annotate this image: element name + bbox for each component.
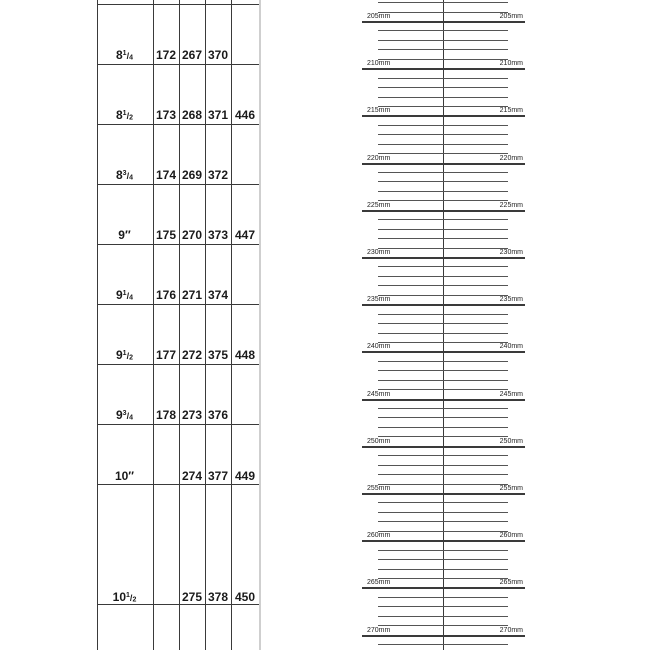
ruler-minor-tick xyxy=(378,417,508,418)
us-size-label xyxy=(97,108,152,123)
size-value-cell: 446 xyxy=(234,108,256,122)
ruler-minor-tick xyxy=(378,106,508,107)
chart-column-rule xyxy=(97,0,98,650)
mm-label-left: 270mm xyxy=(367,627,391,634)
ruler-major-tick xyxy=(362,210,525,212)
mm-label-right: 245mm xyxy=(499,391,523,398)
ruler-minor-tick xyxy=(378,125,508,126)
mm-label-right: 255mm xyxy=(499,485,523,492)
ruler-minor-tick xyxy=(378,389,508,390)
ruler-minor-tick xyxy=(378,2,508,3)
ruler-minor-tick xyxy=(378,625,508,626)
size-fraction-numerator: 1 xyxy=(122,50,127,58)
ruler-minor-tick xyxy=(378,49,508,50)
mm-label-right: 220mm xyxy=(499,155,523,162)
chart-column-rule xyxy=(153,0,154,650)
ruler-major-tick xyxy=(362,21,525,23)
mm-label-right: 260mm xyxy=(499,532,523,539)
size-fraction-numerator: 1 xyxy=(126,592,130,600)
ruler-minor-tick xyxy=(378,606,508,607)
ruler-minor-tick xyxy=(378,474,508,475)
ruler-major-tick xyxy=(362,446,525,448)
size-whole: 9 xyxy=(115,288,123,302)
ruler-minor-tick xyxy=(378,238,508,239)
mm-label-right: 240mm xyxy=(499,343,523,350)
mm-label-left: 225mm xyxy=(367,202,391,209)
ruler-minor-tick xyxy=(378,550,508,551)
mm-label-right: 225mm xyxy=(499,202,523,209)
size-value-cell: 375 xyxy=(207,348,229,362)
ruler-minor-tick xyxy=(378,12,508,13)
us-size-label xyxy=(97,48,152,63)
size-fraction-denominator: 2 xyxy=(129,114,133,122)
ruler-minor-tick xyxy=(378,323,508,324)
ruler-minor-tick xyxy=(378,266,508,267)
ruler-minor-tick xyxy=(378,87,508,88)
size-fraction-slash: / xyxy=(126,351,130,361)
ruler-minor-tick xyxy=(378,427,508,428)
chart-row-rule xyxy=(97,244,259,245)
ruler-major-tick xyxy=(362,115,525,117)
size-fraction-slash: / xyxy=(129,593,133,603)
ruler-minor-tick xyxy=(378,559,508,560)
ruler-major-tick xyxy=(362,635,525,637)
ruler-minor-tick xyxy=(378,181,508,182)
size-fraction-slash: / xyxy=(126,111,130,121)
size-fraction-numerator: 1 xyxy=(122,290,127,298)
ruler-major-tick xyxy=(362,304,525,306)
ruler-minor-tick xyxy=(378,408,508,409)
ruler-minor-tick xyxy=(378,569,508,570)
mm-label-left: 265mm xyxy=(367,579,391,586)
size-value-cell: 269 xyxy=(181,168,203,182)
mm-label-left: 260mm xyxy=(367,532,391,539)
size-value-cell: 447 xyxy=(234,228,256,242)
ruler-minor-tick xyxy=(378,153,508,154)
size-fraction-slash: / xyxy=(126,171,130,181)
us-size-label xyxy=(97,408,152,423)
chart-row-rule xyxy=(97,184,259,185)
chart-edge-shade xyxy=(259,0,261,650)
ruler-minor-tick xyxy=(378,597,508,598)
size-value-cell: 272 xyxy=(181,348,203,362)
size-whole: 9 xyxy=(118,228,125,242)
size-value-cell: 371 xyxy=(207,108,229,122)
size-value-cell: 376 xyxy=(207,408,229,422)
size-value-cell: 372 xyxy=(207,168,229,182)
size-value-cell: 448 xyxy=(234,348,256,362)
chart-column-rule xyxy=(179,0,180,650)
mm-label-left: 230mm xyxy=(367,249,391,256)
ruler-minor-tick xyxy=(378,191,508,192)
size-fraction-denominator: 4 xyxy=(129,174,133,182)
size-whole: 9 xyxy=(115,348,123,362)
ruler-minor-tick xyxy=(378,361,508,362)
ruler-major-tick xyxy=(362,399,525,401)
ruler-minor-tick xyxy=(378,502,508,503)
size-fraction-numerator: 1 xyxy=(122,110,127,118)
size-fraction-denominator: 2 xyxy=(132,596,137,604)
size-fraction-numerator: 3 xyxy=(122,410,127,418)
size-value-cell: 270 xyxy=(181,228,203,242)
ruler-minor-tick xyxy=(378,59,508,60)
ruler-minor-tick xyxy=(378,219,508,220)
us-size-label xyxy=(97,168,152,183)
size-fraction-numerator: 1 xyxy=(122,350,127,358)
ruler-minor-tick xyxy=(378,314,508,315)
chart-row-rule xyxy=(97,304,259,305)
ruler-minor-tick xyxy=(378,465,508,466)
mm-label-right: 250mm xyxy=(499,438,523,445)
ruler-minor-tick xyxy=(378,342,508,343)
ruler-minor-tick xyxy=(378,512,508,513)
ruler-minor-tick xyxy=(378,333,508,334)
ruler-minor-tick xyxy=(378,200,508,201)
size-value-cell: 449 xyxy=(234,469,256,483)
mm-label-left: 235mm xyxy=(367,296,391,303)
ruler-minor-tick xyxy=(378,484,508,485)
mm-label-left: 240mm xyxy=(367,343,391,350)
chart-column-rule xyxy=(231,0,232,650)
ruler-minor-tick xyxy=(378,172,508,173)
size-value-cell: 173 xyxy=(155,108,177,122)
mm-label-left: 245mm xyxy=(367,391,391,398)
size-value-cell: 178 xyxy=(155,408,177,422)
size-value-cell: 377 xyxy=(207,469,229,483)
chart-row-rule xyxy=(97,424,259,425)
ruler-minor-tick xyxy=(378,455,508,456)
us-size-label xyxy=(97,228,152,242)
size-value-cell: 267 xyxy=(181,48,203,62)
ruler-minor-tick xyxy=(378,616,508,617)
size-value-cell: 175 xyxy=(155,228,177,242)
mm-label-left: 220mm xyxy=(367,155,391,162)
ruler-minor-tick xyxy=(378,229,508,230)
size-fraction-slash: / xyxy=(126,411,130,421)
mm-label-right: 270mm xyxy=(499,627,523,634)
ruler-major-tick xyxy=(362,68,525,70)
chart-row-rule xyxy=(97,124,259,125)
ruler-minor-tick xyxy=(378,295,508,296)
size-whole: 8 xyxy=(115,168,123,182)
mm-measuring-ruler xyxy=(362,0,525,650)
ruler-minor-tick xyxy=(378,40,508,41)
us-size-label xyxy=(97,590,152,605)
mm-label-right: 235mm xyxy=(499,296,523,303)
chart-column-rule xyxy=(205,0,206,650)
size-fraction-numerator: 3 xyxy=(122,170,127,178)
ruler-major-tick xyxy=(362,540,525,542)
size-value-cell: 450 xyxy=(234,590,256,604)
mm-label-right: 215mm xyxy=(499,107,523,114)
mm-label-left: 250mm xyxy=(367,438,391,445)
ruler-minor-tick xyxy=(378,531,508,532)
size-fraction-denominator: 4 xyxy=(129,54,133,62)
ruler-minor-tick xyxy=(378,97,508,98)
ruler-minor-tick xyxy=(378,370,508,371)
ruler-major-tick xyxy=(362,351,525,353)
size-fraction-denominator: 2 xyxy=(129,354,133,362)
ruler-minor-tick xyxy=(378,276,508,277)
size-whole: 10 xyxy=(114,469,129,483)
mm-label-left: 215mm xyxy=(367,107,391,114)
size-whole: 9 xyxy=(115,408,123,422)
chart-row-rule xyxy=(97,64,259,65)
size-value-cell: 274 xyxy=(181,469,203,483)
chart-row-rule xyxy=(97,484,259,485)
mm-label-right: 265mm xyxy=(499,579,523,586)
size-whole: 10 xyxy=(112,590,127,604)
us-size-label xyxy=(97,469,152,483)
size-value-cell: 374 xyxy=(207,288,229,302)
size-fraction-slash: / xyxy=(126,291,130,301)
ruler-minor-tick xyxy=(378,78,508,79)
inch-mark: ″ xyxy=(124,228,131,242)
size-value-cell: 378 xyxy=(207,590,229,604)
ruler-major-tick xyxy=(362,493,525,495)
mm-label-right: 230mm xyxy=(499,249,523,256)
ruler-major-tick xyxy=(362,257,525,259)
size-value-cell: 273 xyxy=(181,408,203,422)
chart-row-rule xyxy=(97,364,259,365)
ruler-minor-tick xyxy=(378,521,508,522)
size-value-cell: 174 xyxy=(155,168,177,182)
chart-row-rule xyxy=(97,4,259,5)
size-value-cell: 268 xyxy=(181,108,203,122)
inch-mark: ″ xyxy=(128,469,135,483)
us-size-label xyxy=(97,348,152,363)
ruler-major-tick xyxy=(362,163,525,165)
ruler-minor-tick xyxy=(378,578,508,579)
size-conversion-chart xyxy=(97,0,261,650)
size-value-cell: 172 xyxy=(155,48,177,62)
size-value-cell: 177 xyxy=(155,348,177,362)
mm-label-left: 210mm xyxy=(367,60,391,67)
size-value-cell: 370 xyxy=(207,48,229,62)
ruler-major-tick xyxy=(362,587,525,589)
ruler-minor-tick xyxy=(378,644,508,645)
size-whole: 8 xyxy=(115,108,123,122)
ruler-minor-tick xyxy=(378,436,508,437)
size-fraction-denominator: 4 xyxy=(129,414,133,422)
ruler-minor-tick xyxy=(378,134,508,135)
mm-label-left: 205mm xyxy=(367,13,391,20)
ruler-minor-tick xyxy=(378,144,508,145)
size-value-cell: 271 xyxy=(181,288,203,302)
mm-label-left: 255mm xyxy=(367,485,391,492)
mm-label-right: 210mm xyxy=(499,60,523,67)
ruler-minor-tick xyxy=(378,285,508,286)
ruler-minor-tick xyxy=(378,380,508,381)
size-whole: 8 xyxy=(115,48,123,62)
ruler-minor-tick xyxy=(378,30,508,31)
size-value-cell: 373 xyxy=(207,228,229,242)
size-fraction-slash: / xyxy=(126,51,130,61)
size-fraction-denominator: 4 xyxy=(129,294,133,302)
size-value-cell: 176 xyxy=(155,288,177,302)
us-size-label xyxy=(97,288,152,303)
ruler-minor-tick xyxy=(378,248,508,249)
mm-label-right: 205mm xyxy=(499,13,523,20)
size-value-cell: 275 xyxy=(181,590,203,604)
